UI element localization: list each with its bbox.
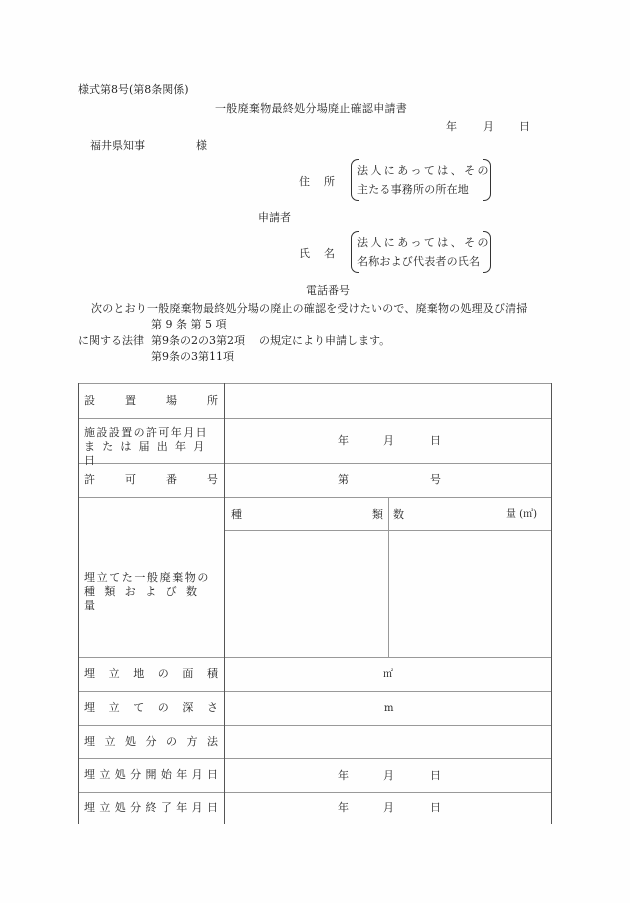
phone-label: 電話番号	[306, 284, 350, 297]
waste-quantity-field[interactable]	[390, 532, 550, 656]
table-border-left	[78, 383, 79, 824]
row-label-disposal-start-date: 埋 立 処 分 開 始 年 月 日	[84, 768, 218, 781]
permit-number-suffix: 号	[430, 473, 441, 486]
address-note-line-1: 法人にあっては、その	[357, 164, 491, 177]
disposal-method-field[interactable]	[226, 727, 550, 757]
waste-type-field[interactable]	[226, 532, 387, 656]
row-label-waste-type-quantity: 埋立てた一般廃棄物の 種類および数量	[84, 571, 210, 612]
permit-number-prefix: 第	[338, 473, 349, 486]
address-note-line-2: 主たる事務所の所在地	[357, 183, 469, 196]
name-label-1: 氏	[299, 247, 310, 260]
article-option-3: 第9条の3第11項	[151, 350, 234, 363]
row-label-installation-site: 設 置 場 所	[84, 394, 218, 407]
landfill-depth-field[interactable]	[226, 693, 550, 724]
start-day-label: 日	[430, 769, 441, 782]
date-year-label: 年	[446, 120, 457, 133]
form-number: 様式第8号(第8条関係)	[78, 83, 189, 96]
addressee-name: 福井県知事	[90, 139, 145, 152]
article-option-2: 第9条の2の3第2項	[151, 334, 245, 347]
permit-month-label: 月	[383, 434, 394, 447]
row-label-disposal-end-date: 埋 立 処 分 終 了 年 月 日	[84, 801, 218, 814]
row-divider	[78, 497, 552, 498]
permit-year-label: 年	[338, 434, 349, 447]
date-day-label: 日	[519, 120, 530, 133]
row-divider	[78, 792, 552, 793]
applicant-label: 申請者	[258, 211, 291, 224]
address-label-1: 住	[299, 175, 310, 188]
row-divider	[78, 758, 552, 759]
row-label-permit-date: 施設設置の許可年月日 または届出年月日	[84, 426, 212, 467]
row-label-landfill-area: 埋 立 地 の 面 積	[84, 667, 218, 680]
label-column-divider	[224, 383, 225, 824]
name-label-2: 名	[324, 247, 335, 260]
name-note-bracket	[351, 231, 491, 273]
table-border-right	[551, 383, 552, 824]
end-month-label: 月	[383, 801, 394, 814]
address-note-bracket	[351, 159, 491, 201]
addressee-honorific: 様	[196, 139, 207, 152]
subheader-quantity-right: 量 (㎥)	[506, 509, 537, 520]
name-note-line-2: 名称および代表者の氏名	[357, 255, 481, 268]
body-line-2-suffix: の規定により申請します。	[259, 334, 391, 347]
end-day-label: 日	[430, 801, 441, 814]
name-note-line-1: 法人にあっては、その	[357, 236, 491, 249]
sub-column-divider	[388, 497, 389, 657]
body-line-1: 次のとおり一般廃棄物最終処分場の廃止の確認を受けたいので、廃棄物の処理及び清掃	[91, 302, 528, 315]
page-title: 一般廃棄物最終処分場廃止確認申請書	[215, 102, 408, 115]
end-year-label: 年	[338, 801, 349, 814]
landfill-area-field[interactable]	[226, 659, 550, 690]
row-divider	[78, 691, 552, 692]
address-label-2: 所	[324, 175, 335, 188]
subheader-quantity-left: 数	[393, 508, 404, 521]
start-year-label: 年	[338, 769, 349, 782]
article-option-1: 第 9 条 第 5 項	[151, 318, 227, 331]
depth-unit: m	[384, 703, 394, 714]
row-label-disposal-method: 埋 立 処 分 の 方 法	[84, 735, 218, 748]
body-line-2-prefix: に関する法律	[78, 334, 144, 347]
subheader-type-right: 類	[372, 508, 383, 521]
row-label-permit-number: 許 可 番 号	[84, 473, 218, 486]
row-divider	[78, 725, 552, 726]
area-unit: ㎡	[383, 669, 393, 680]
row-label-landfill-depth: 埋 立 て の 深 さ	[84, 701, 218, 714]
installation-site-field[interactable]	[226, 385, 550, 417]
row-divider	[78, 657, 552, 658]
table-border-top	[78, 383, 552, 384]
subheader-type-left: 種	[231, 508, 242, 521]
permit-day-label: 日	[430, 434, 441, 447]
start-month-label: 月	[383, 769, 394, 782]
row-divider	[78, 418, 552, 419]
date-month-label: 月	[483, 120, 494, 133]
